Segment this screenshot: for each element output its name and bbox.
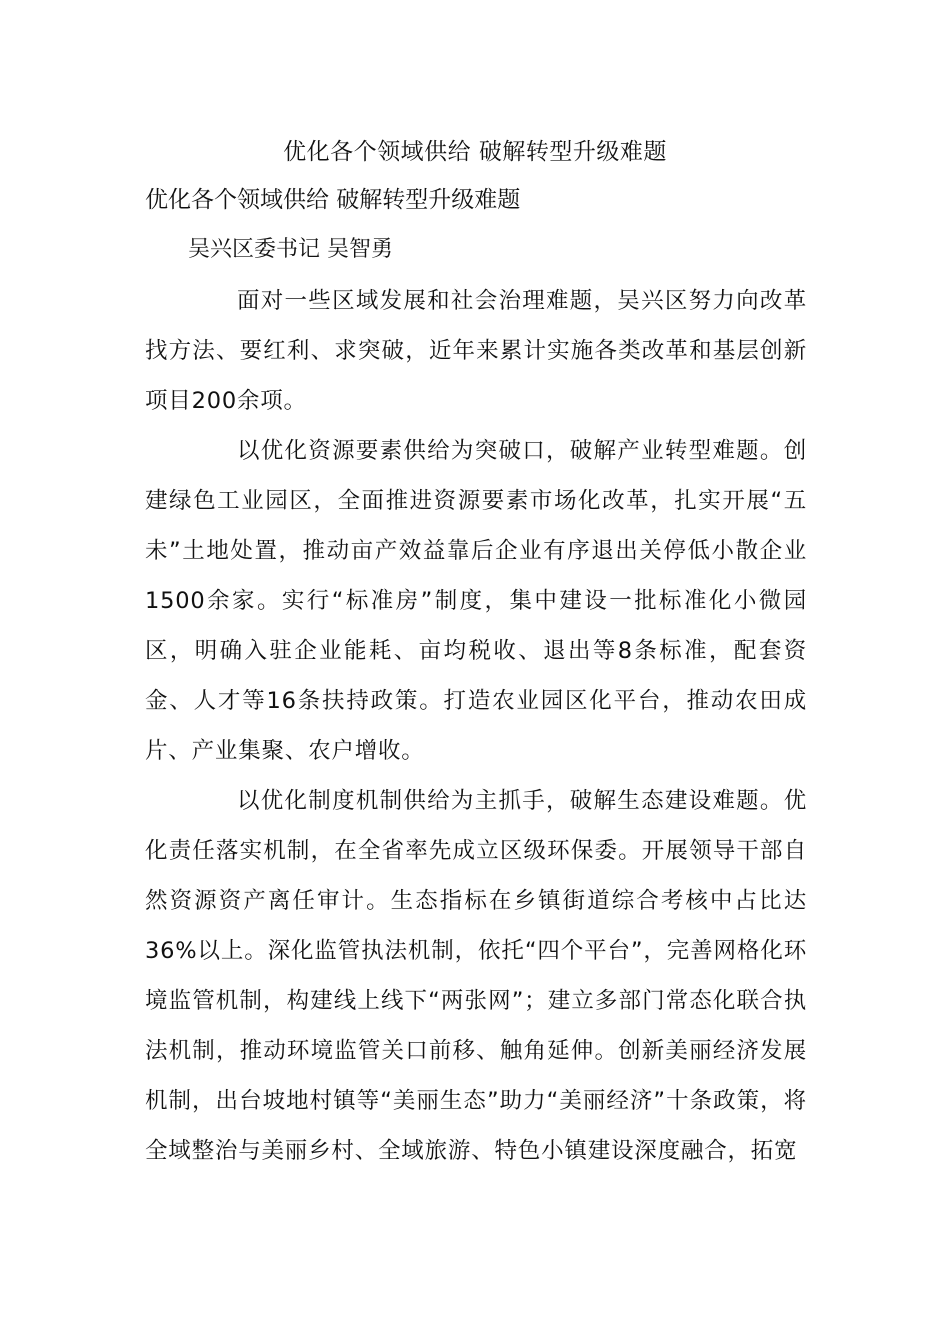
document-title: 优化各个领域供给 破解转型升级难题 [283,139,667,165]
paragraph-industry: 以优化资源要素供给为突破口，破解产业转型难题。创建绿色工业园区，全面推进资源要素市场化改革，扎实开展“五未”土地处置，推动亩产效益靠后企业有序退出关停低小散企业1500余家。实行“标准房”制度，集中建设一批标准化小微园区，明确入驻企业能耗、亩均税收、退出等8条标准，配套资金、人才等16条扶持政策。打造农业园区化平台，推动农田成片、产业集聚、农户增收。 [145,438,807,764]
paragraph-ecology: 以优化制度机制供给为主抓手，破解生态建设难题。优化责任落实机制，在全省率先成立区级环保委。开展领导干部自然资源资产离任审计。生态指标在乡镇街道综合考核中占比达36%以上。深化监管执法机制，依托“四个平台”，完善网格化环境监管机制，构建线上线下“两张网”；建立多部门常态化联合执法机制，推动环境监管关口前移、触角延伸。创新美丽经济发展机制，出台坡地村镇等“美丽生态”助力“美丽经济”十条政策，将全域整治与美丽乡村、全域旅游、特色小镇建设深度融合，拓宽 [145,788,807,1164]
document-subtitle: 优化各个领域供给 破解转型升级难题 [145,187,521,213]
paragraph-intro: 面对一些区域发展和社会治理难题，吴兴区努力向改革找方法、要红利、求突破，近年来累计实施各类改革和基层创新项目200余项。 [145,288,807,414]
author-line: 吴兴区委书记 吴智勇 [188,237,393,262]
body-text [145,276,807,1176]
